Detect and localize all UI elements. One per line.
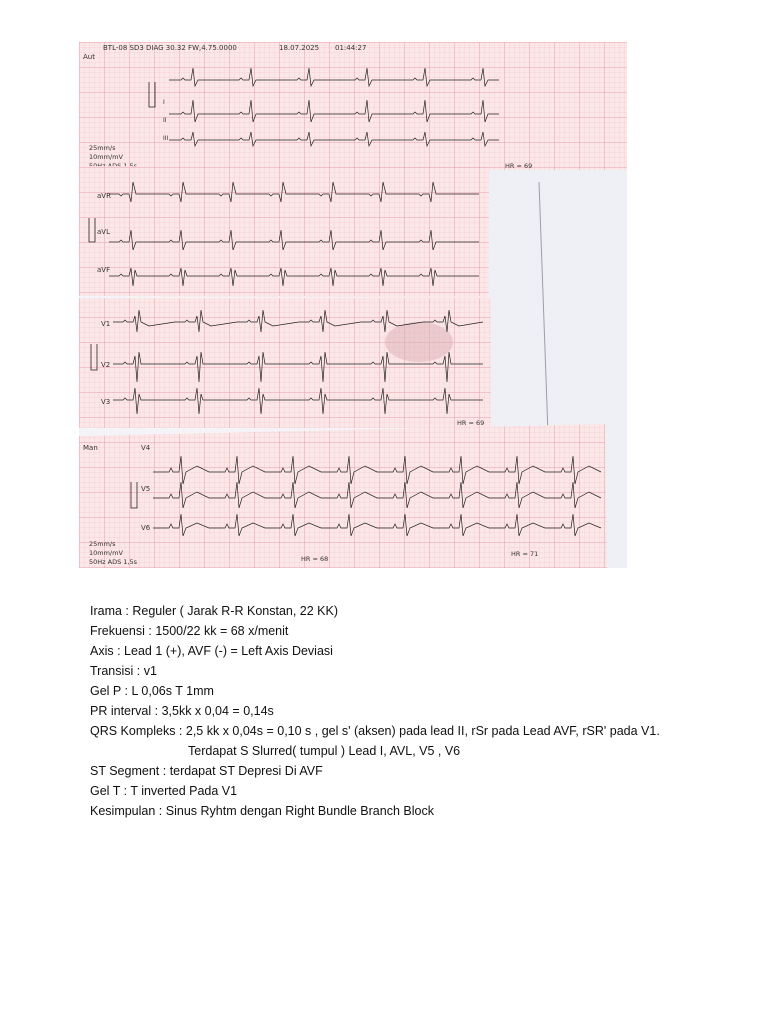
note-value: Lead 1 (+), AVF (-) = Left Axis Deviasi (124, 644, 333, 658)
note-key: Frekuensi (90, 624, 145, 638)
note-value: Reguler ( Jarak R-R Konstan, 22 KK) (132, 604, 339, 618)
note-key: Kesimpulan (90, 804, 156, 818)
note-kesimpulan: Kesimpulan : Sinus Ryhtm dengan Right Bundle Branch Block (90, 804, 434, 818)
strip-hr: HR = 69 (505, 162, 533, 170)
strip-filter: 50Hz ADS 1,5s (89, 558, 138, 566)
lead-label: aVL (97, 228, 110, 236)
note-value: Sinus Ryhtm dengan Right Bundle Branch Block (165, 804, 434, 818)
note-axis: Axis : Lead 1 (+), AVF (-) = Left Axis Deviasi (90, 644, 333, 658)
lead-label: V1 (101, 320, 111, 328)
strip-date: 18.07.2025 (279, 44, 320, 52)
note-key: Axis (90, 644, 114, 658)
note-value: 2,5 kk x 0,04s = 0,10 s , gel s' (aksen) pada lead II, rSr pada Lead AVF, rSR' pada V1. (185, 724, 660, 738)
note-st-segment: ST Segment : terdapat ST Depresi Di AVF (90, 764, 323, 778)
lead-label: aVR (97, 192, 111, 200)
note-qrs-continuation: Terdapat S Slurred( tumpul ) Lead I, AVL, V5 , V6 (188, 744, 461, 758)
lead-label: II (163, 117, 167, 124)
lead-label: aVF (97, 266, 111, 274)
note-key: Gel T (90, 784, 121, 798)
strip-hr: HR = 71 (511, 550, 539, 558)
ecg-photo (79, 42, 627, 568)
note-gel-t: Gel T : T inverted Pada V1 (90, 784, 238, 798)
note-value: terdapat ST Depresi Di AVF (169, 764, 323, 778)
strip-gain: 10mm/mV (89, 153, 123, 161)
note-key: PR interval (90, 704, 152, 718)
note-frekuensi: Frekuensi : 1500/22 kk = 68 x/menit (90, 624, 289, 638)
lead-label: V6 (141, 524, 151, 532)
note-key: ST Segment (90, 764, 160, 778)
note-transisi: Transisi : v1 (90, 664, 157, 678)
strip-gain: 10mm/mV (89, 549, 123, 557)
strip-time: 01:44:27 (335, 44, 367, 52)
note-irama: Irama : Reguler ( Jarak R-R Konstan, 22 KK) (90, 604, 339, 618)
lead-label: V5 (141, 485, 151, 493)
lead-label: III (163, 135, 169, 142)
strip-hr: HR = 69 (457, 419, 485, 427)
note-qrs: QRS Kompleks : 2,5 kk x 0,04s = 0,10 s , gel s' (aksen) pada lead II, rSr pada Lead AVF, rSR' pada V1. (90, 724, 660, 738)
ecg-strip-limb-2 (79, 166, 489, 298)
ecg-strip-precordial-2 (79, 424, 607, 568)
note-key: Irama (90, 604, 122, 618)
lead-label: V4 (141, 444, 151, 452)
note-gel-p: Gel P : L 0,06s T 1mm (90, 684, 214, 698)
note-value: L 0,06s T 1mm (131, 684, 214, 698)
lead-label: V2 (101, 361, 111, 369)
note-value: 3,5kk x 0,04 = 0,14s (161, 704, 274, 718)
strip-hr: HR = 68 (301, 555, 329, 563)
strip-mode: Aut (83, 53, 95, 61)
note-value: T inverted Pada V1 (130, 784, 238, 798)
strip-speed: 25mm/s (89, 540, 116, 548)
strip-speed: 25mm/s (89, 144, 116, 152)
note-value: v1 (143, 664, 157, 678)
lead-label: V3 (101, 398, 111, 406)
note-key: Gel P (90, 684, 122, 698)
note-key: Transisi (90, 664, 134, 678)
strip-mode: Man (83, 444, 98, 452)
note-value: 1500/22 kk = 68 x/menit (155, 624, 289, 638)
ecg-strip-precordial-1 (79, 298, 491, 428)
lead-label: I (163, 99, 165, 106)
strip-header: BTL-08 SD3 DIAG 30.32 FW,4.75.0000 (103, 44, 237, 52)
note-key: QRS Kompleks (90, 724, 176, 738)
note-pr-interval: PR interval : 3,5kk x 0,04 = 0,14s (90, 704, 274, 718)
ecg-strip-limb-1 (79, 42, 627, 170)
ecg-interpretation-notes (90, 601, 690, 821)
